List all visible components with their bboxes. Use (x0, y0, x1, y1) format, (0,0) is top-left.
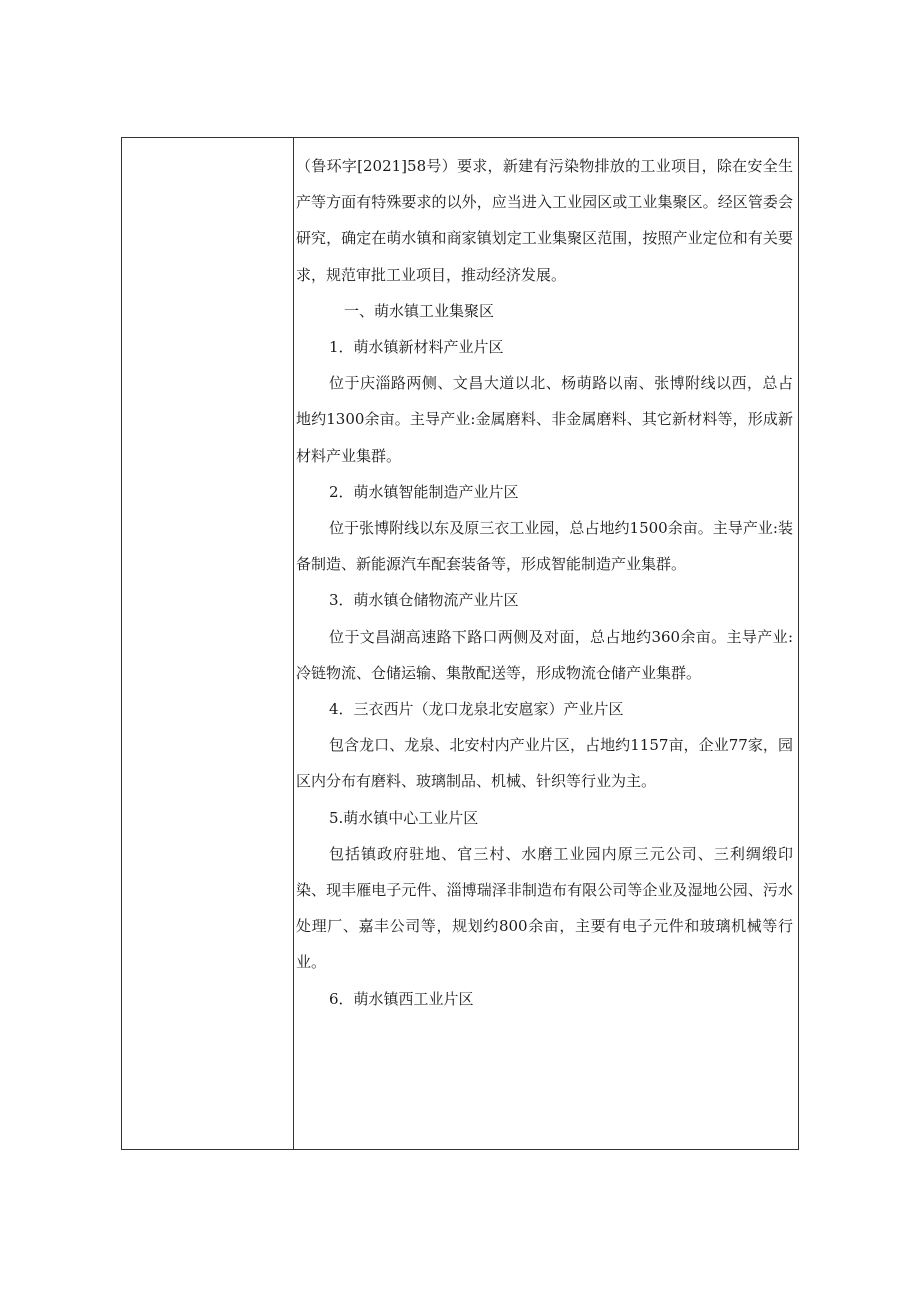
paragraph-body: 包括镇政府驻地、官三村、水磨工业园内原三元公司、三利绸缎印染、现丰雁电子元件、淄博瑞泽非制造布有限公司等企业及湿地公园、污水处理厂、嘉丰公司等，规划约800余亩，主要有电子元件和玻璃机械等行业。 (296, 844, 793, 972)
document-table (121, 137, 799, 1150)
subsection-heading: 5.萌水镇中心工业片区 (329, 808, 479, 827)
subsection-heading: 3．萌水镇仓储物流产业片区 (329, 591, 519, 610)
paragraph-body: 位于张博附线以东及原三衣工业园，总占地约1500余亩。主导产业:装备制造、新能源汽车配套装备等，形成智能制造产业集群。 (296, 519, 793, 574)
paragraph-body: 位于文昌湖高速路下路口两侧及对面，总占地约360余亩。主导产业:冷链物流、仓储运输、集散配送等，形成物流仓储产业集群。 (296, 627, 793, 682)
paragraph-body: 包含龙口、龙泉、北安村内产业片区，占地约1157亩，企业77家，园区内分布有磨料、玻璃制品、机械、针织等行业为主。 (296, 736, 793, 791)
subsection-heading: 6．萌水镇西工业片区 (329, 989, 474, 1008)
document-content (296, 148, 793, 1017)
paragraph-intro: （鲁环字[2021]58号）要求，新建有污染物排放的工业项目，除在安全生产等方面有特殊要求的以外，应当进入工业园区或工业集聚区。经区管委会研究，确定在萌水镇和商家镇划定工业集聚区范围，按照产业定位和有关要求，规范审批工业项目，推动经济发展。 (296, 157, 793, 284)
column-divider (293, 138, 294, 1149)
section-heading: 一、萌水镇工业集聚区 (344, 301, 495, 320)
subsection-heading: 1．萌水镇新材料产业片区 (329, 338, 504, 357)
subsection-heading: 4．三衣西片（龙口龙泉北安扈家）产业片区 (329, 700, 624, 719)
subsection-heading: 2．萌水镇智能制造产业片区 (329, 482, 519, 501)
paragraph-body: 位于庆淄路两侧、文昌大道以北、杨萌路以南、张博附线以西，总占地约1300余亩。主导产业:金属磨料、非金属磨料、其它新材料等，形成新材料产业集群。 (296, 374, 793, 465)
